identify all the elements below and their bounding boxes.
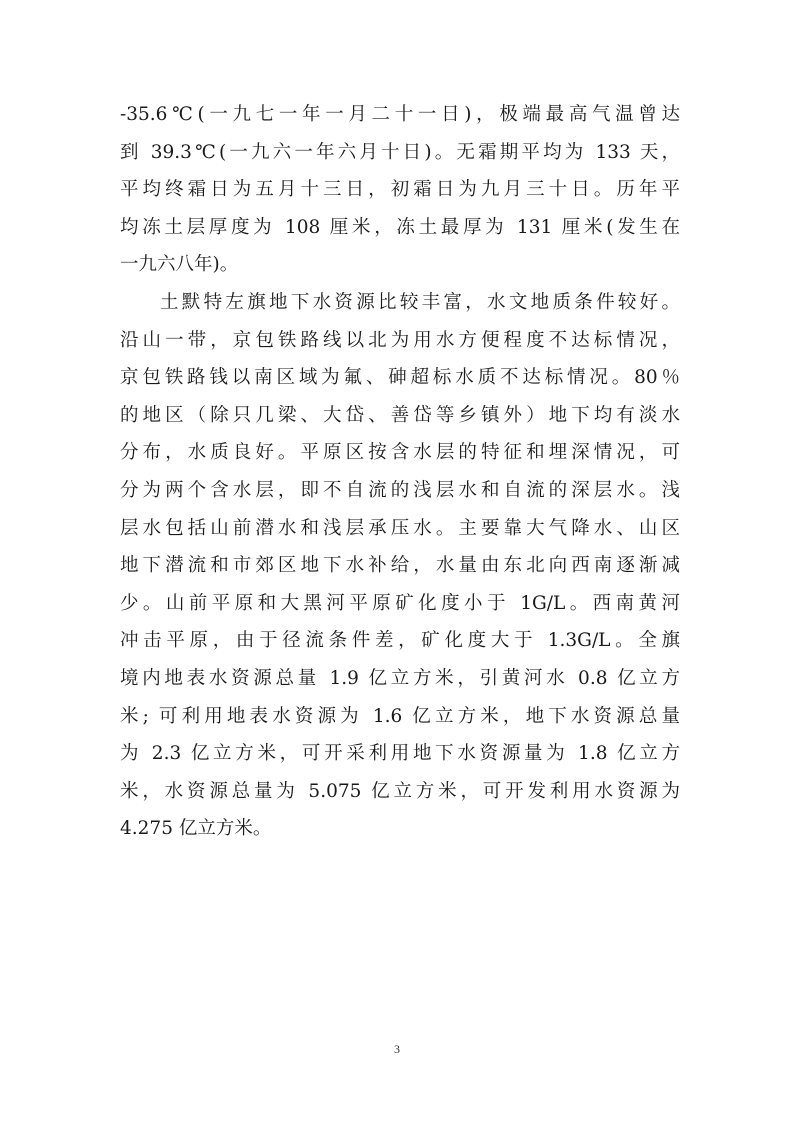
paragraph-first-line: 土默特左旗地下水资源比较丰富，水文地质条件较好。 xyxy=(160,291,680,313)
text-line: 均冻土层厚度为 108 厘米，冻土最厚为 131 厘米(发生在 xyxy=(120,216,680,238)
text-line: 4.275 亿立方米。 xyxy=(120,818,272,840)
body-text xyxy=(120,96,680,848)
text-line: 沿山一带，京包铁路线以北为用水方便程度不达标情况， xyxy=(120,329,680,351)
text-line: 一九六八年)。 xyxy=(120,254,239,276)
text-line: 地下潜流和市郊区地下水补给，水量由东北向西南逐渐减 xyxy=(120,555,680,577)
text-line: 的地区（除只几梁、大岱、善岱等乡镇外）地下均有淡水 xyxy=(120,404,680,426)
text-line: 米; 可利用地表水资源为 1.6 亿立方米，地下水资源总量 xyxy=(120,705,680,727)
page-number: 3 xyxy=(394,1042,400,1056)
text-line: 为 2.3 亿立方米，可开采利用地下水资源量为 1.8 亿立方 xyxy=(120,743,680,765)
text-line: 分布，水质良好。平原区按含水层的特征和埋深情况，可 xyxy=(120,442,680,464)
text-line: 冲击平原，由于径流条件差，矿化度大于 1.3G/L。全旗 xyxy=(120,630,680,652)
text-line: 米，水资源总量为 5.075 亿立方米，可开发利用水资源为 xyxy=(120,780,680,802)
text-line: 京包铁路钱以南区域为氟、砷超标水质不达标情况。80％ xyxy=(120,367,680,389)
text-line: 平均终霜日为五月十三日，初霜日为九月三十日。历年平 xyxy=(120,179,680,201)
text-line: 境内地表水资源总量 1.9 亿立方米，引黄河水 0.8 亿立方 xyxy=(120,667,680,689)
text-line: 分为两个含水层，即不自流的浅层水和自流的深层水。浅 xyxy=(120,479,680,501)
text-line: 少。山前平原和大黑河平原矿化度小于 1G/L。西南黄河 xyxy=(120,592,680,614)
text-line: 层水包括山前潜水和浅层承压水。主要靠大气降水、山区 xyxy=(120,517,680,539)
text-line: -35.6℃(一九七一年一月二十一日)，极端最高气温曾达 xyxy=(120,104,680,125)
text-line: 到 39.3℃(一九六一年六月十日)。无霜期平均为 133 天， xyxy=(120,141,680,163)
